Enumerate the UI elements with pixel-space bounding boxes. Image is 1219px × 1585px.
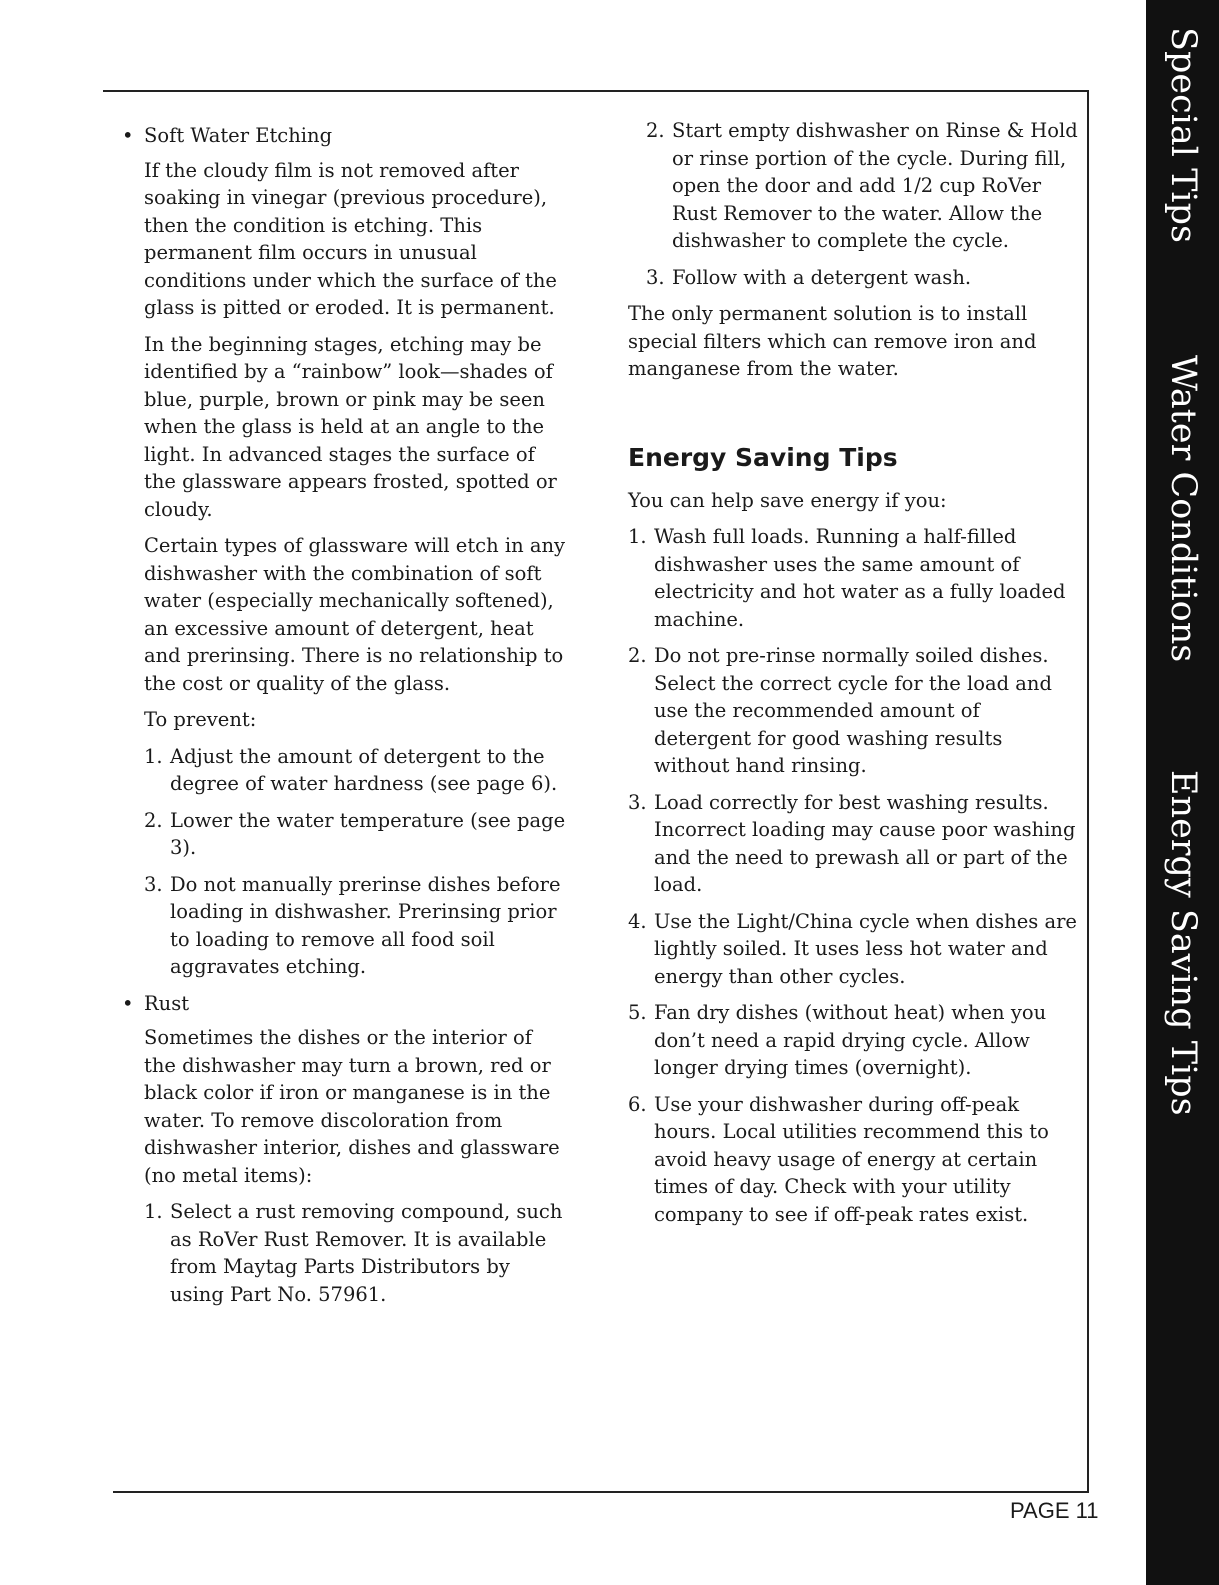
page-number: PAGE 11 [1010,1498,1099,1523]
tab-special-tips[interactable]: Special Tips [1163,27,1203,243]
step-number: 1. [628,525,647,548]
rust-section [122,1024,567,1308]
step-number: 2. [144,808,163,832]
tab-water-conditions[interactable]: Water Conditions [1163,355,1203,663]
list-item [144,743,567,798]
step-number: 1. [144,1200,163,1223]
list-item [628,523,1078,633]
list-item [628,789,1078,899]
step-text: Use your dishwasher during off-peak hours. Local utilities recommend this to avoid heavy usage of energy at certain times of day. Check with your utility company to see if off-peak rates exist. [654,1092,1049,1226]
step-text: Do not pre-rinse normally soiled dishes. Select the correct cycle for the load and use the recommended amount of detergent for good washing results without hand rinsing. [654,644,1052,777]
etching-section [122,157,567,981]
list-item [646,117,1078,255]
list-item [144,871,567,981]
right-rule [1087,90,1089,1492]
bullet-label: Soft Water Etching [144,124,333,147]
step-number: 2. [646,119,665,142]
step-text: Use the Light/China cycle when dishes are lightly soiled. It uses less hot water and energy than other cycles. [654,909,1077,988]
step-text: Fan dry dishes (without heat) when you don’t need a rapid drying cycle. Allow longer drying times (overnight). [654,1001,1047,1079]
section-heading-energy-saving: Energy Saving Tips [628,442,898,472]
right-column [628,117,1078,1237]
rust-steps-list [144,1198,567,1308]
bottom-rule [113,1491,1089,1493]
step-text: Adjust the amount of detergent to the degree of water hardness (see page 6). [170,744,558,795]
tab-energy-saving-tips[interactable]: Energy Saving Tips [1163,770,1203,1116]
step-text: Do not manually prerinse dishes before loading in dishwasher. Prerinsing prior to loading to remove all food soil aggravates etching. [170,872,561,978]
bullet-rust [122,990,567,1018]
paragraph: If the cloudy film is not removed after soaking in vinegar (previous procedure), then the condition is etching. This permanent film occurs in unusual conditions under which the surface of the glass is pitted or eroded. It is permanent. [144,158,557,319]
prevent-steps-list [144,743,567,981]
bullet-icon: • [122,124,134,147]
bullet-label: Rust [144,991,190,1015]
list-item [628,1091,1078,1229]
energy-steps-list [628,523,1078,1228]
paragraph: In the beginning stages, etching may be identified by a “rainbow” look—shades of blue, purple, brown or pink may be seen when the glass is held at an angle to the light. In advanced stages the surface of the glassware appears frosted, spotted or cloudy. [144,332,557,521]
step-number: 6. [628,1092,647,1116]
step-text: Select a rust removing compound, such as RoVer Rust Remover. It is available from Maytag Parts Distributors by using Part No. 57961. [170,1200,563,1306]
left-column [122,122,567,1317]
step-number: 3. [144,872,163,896]
list-item [628,908,1078,991]
list-item [628,999,1078,1082]
step-text: Wash full loads. Running a half-filled dishwasher uses the same amount of electricity and hot water as a fully loaded machine. [654,525,1066,631]
step-text: Lower the water temperature (see page 3). [170,808,566,859]
list-item [628,642,1078,780]
step-number: 5. [628,1001,647,1024]
list-item [646,264,1078,292]
list-item [144,807,567,862]
step-text: Load correctly for best washing results. Incorrect loading may cause poor washing and the need to prewash all or part of the load. [654,790,1076,896]
step-number: 3. [628,790,647,814]
step-number: 1. [144,744,163,768]
step-number: 3. [646,265,665,289]
list-item [144,1198,567,1308]
energy-intro: You can help save energy if you: [628,488,947,512]
step-number: 4. [628,909,647,933]
bullet-soft-water-etching [122,122,567,150]
step-text: Follow with a detergent wash. [672,265,972,289]
top-rule [103,90,1088,92]
paragraph: Certain types of glassware will etch in any dishwasher with the combination of soft water (especially mechanically softened), an excessive amount of detergent, heat and prerinsing. There is no relationship to the cost or quality of the glass. [144,534,566,695]
step-number: 2. [628,644,647,667]
bullet-icon: • [122,991,134,1015]
rust-steps-continued [628,117,1078,291]
paragraph: The only permanent solution is to install special filters which can remove iron and manganese from the water. [628,302,1037,380]
section-tabs-sidebar [1146,0,1219,1585]
paragraph: Sometimes the dishes or the interior of the dishwasher may turn a brown, red or black color if iron or manganese is in the water. To remove discoloration from dishwasher interior, dishes and glassware (no metal items): [144,1026,560,1187]
step-text: Start empty dishwasher on Rinse & Hold or rinse portion of the cycle. During fill, open the door and add 1/2 cup RoVer Rust Remover to the water. Allow the dishwasher to complete the cycle. [672,119,1078,252]
prevent-label: To prevent: [144,708,257,731]
